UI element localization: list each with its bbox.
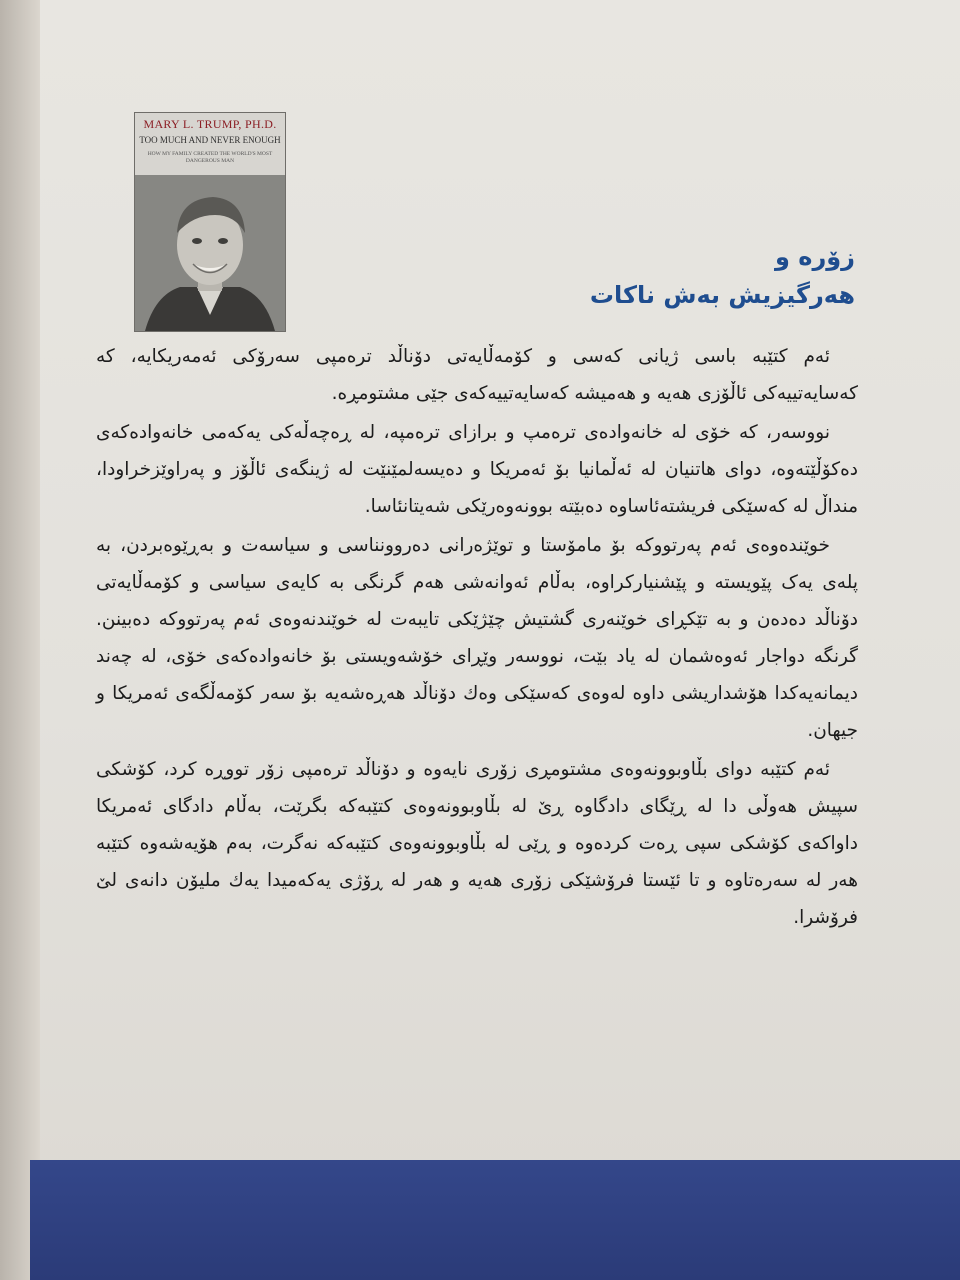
paragraph-2: نووسەر، کە خۆی لە خانەوادەی ترەمپ و برازای ترەمپە، لە ڕەچەڵەکی یەکەمی خانەوادەکەی دەکۆڵێتەوە، دوای هاتنیان لە ئەڵمانیا بۆ ئەمریکا و دەیسەلمێنێت لە ژینگەی ئاڵۆز و پەراوێزخراودا، منداڵ لە کەسێکی فریشتەئاساوە دەبێتە بوونەوەرێکی شەیتانئاسا. xyxy=(96,422,858,517)
bottom-color-band xyxy=(30,1160,960,1280)
cover-banner xyxy=(135,113,285,175)
book-cover-thumbnail xyxy=(134,112,286,332)
paragraph-4: ئەم کتێبە دوای بڵاوبوونەوەی مشتومڕی زۆری نایەوە و دۆناڵد ترەمپی زۆر تووڕە کرد، کۆشکی سپیش هەوڵی دا لە ڕێگای دادگاوە ڕێ لە بڵاوبوونەوەی کتێبەکە بگرێت، بەڵام دادگای ئەمریکا داواکەی کۆشکی سپی ڕەت کردەوە و ڕێی لە بڵاوبوونەوەی کتێبەکە نەگرت، بەم هۆیەشەوە کتێبە هەر لە سەرەتاوە و تا ئێستا فرۆشێکی زۆری هەیە و هەر لە ڕۆژی یەکەمیدا یەك ملیۆن دانەی لێ فرۆشرا. xyxy=(96,759,858,928)
cover-title: TOO MUCH AND NEVER ENOUGH xyxy=(139,135,281,145)
description-text xyxy=(96,338,858,936)
paragraph-3: خوێندەوەی ئەم پەرتووکە بۆ مامۆستا و توێژەرانی دەروونناسی و سیاسەت و بەڕێوەبردن، بە پلەی یەک پێویستە و پێشنیارکراوە، بەڵام ئەوانەشی هەم گرنگی بە کایەی سیاسی و کۆمەڵایەتی دۆناڵد دەدەن و بە تێکڕای خوێنەری گشتیش چێژێکی تایبەت لە خوێندنەوەی ئەم پەرتووکە دەبینن. گرنگە دواجار ئەوەشمان لە یاد بێت، نووسەر وێڕای خۆشەویستی بۆ خانەوادەکەی خۆی، لە چەند دیمانەیەکدا هۆشداریشی داوە لەوەی کەسێکی وەك دۆناڵد هەڕەشەیە بۆ سەر کۆمەڵگەی ئەمریکا و جیهان. xyxy=(96,535,858,741)
book-title-heading xyxy=(300,238,855,314)
paragraph-1: ئەم کتێبە باسی ژیانی کەسی و کۆمەڵایەتی دۆناڵد ترەمپی سەرۆکی ئەمەریکایە، کە کەسایەتییەکی ئاڵۆزی هەیە و هەمیشە کەسایەتییەکەی جێی مشتومڕە. xyxy=(96,346,858,404)
cover-subtitle: HOW MY FAMILY CREATED THE WORLD'S MOST DANGEROUS MAN xyxy=(147,151,273,164)
heading-line-2: هەرگیزیش بەش ناکات xyxy=(589,281,855,309)
cover-author: MARY L. TRUMP, PH.D. xyxy=(143,117,277,131)
cover-portrait-photo xyxy=(135,175,285,331)
heading-line-1: زۆرە و xyxy=(775,243,855,271)
